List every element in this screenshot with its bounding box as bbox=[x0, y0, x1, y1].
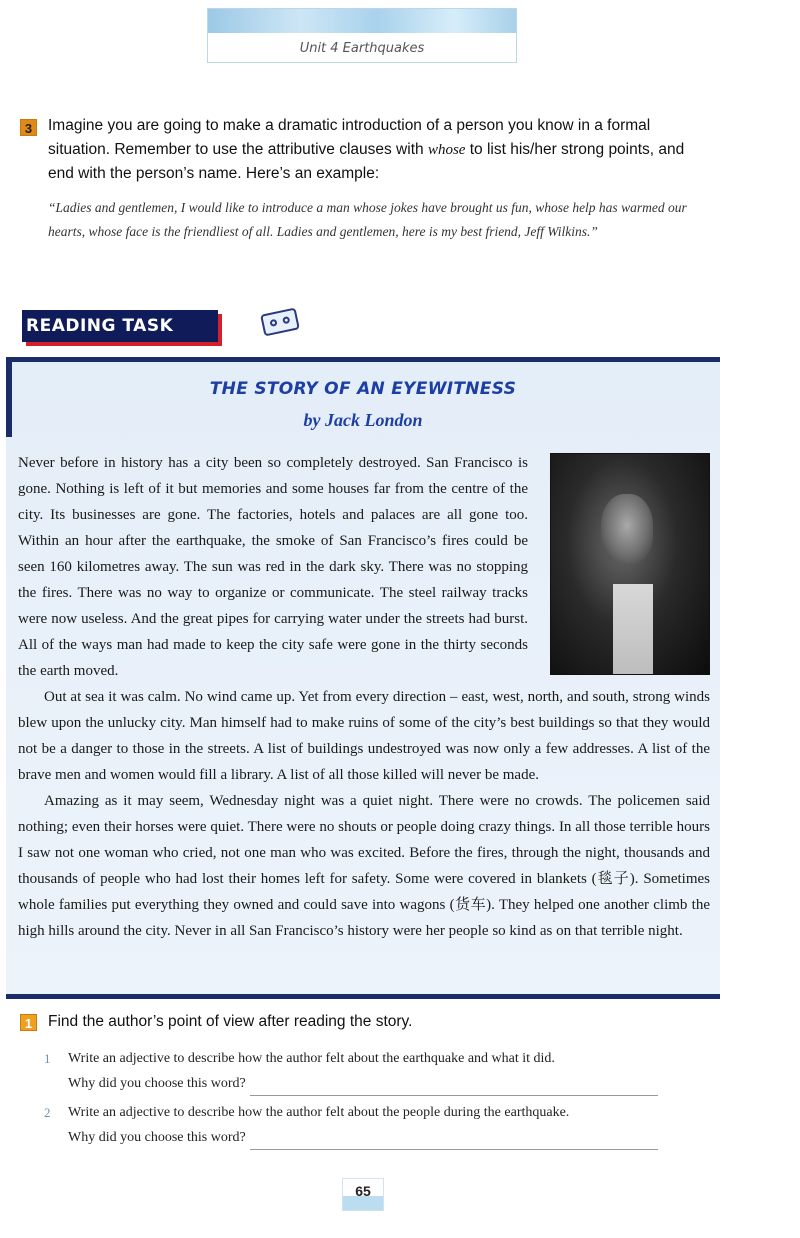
exercise-1-instruction: Find the author’s point of view after reading the story. bbox=[48, 1013, 413, 1030]
reading-task-label: READING TASK bbox=[26, 316, 174, 336]
story-panel bbox=[6, 357, 720, 999]
answer-line[interactable] bbox=[250, 1135, 658, 1150]
question-text: Write an adjective to describe how the author felt about the earthquake and what it did. bbox=[68, 1051, 555, 1066]
exercise-3 bbox=[20, 114, 710, 244]
exercise-number-badge: 3 bbox=[20, 119, 37, 136]
question-item bbox=[44, 1046, 714, 1096]
question-number: 1 bbox=[44, 1051, 51, 1066]
answer-line[interactable] bbox=[250, 1081, 658, 1096]
exercise-number-badge: 1 bbox=[20, 1014, 37, 1031]
author-photo bbox=[550, 453, 710, 675]
page-number: 65 bbox=[342, 1178, 384, 1211]
story-text bbox=[18, 450, 710, 944]
story-paragraph: Out at sea it was calm. No wind came up. Yet from every direction – east, west, north, and south, strong winds blew upon the unlucky city. Man himself had to make ruins of some of the city’s best buildings so that they would not be a danger to those in the streets. A list of buildings undestroyed was now only a few addresses. A list of the brave men and women would fill a library. A list of all those killed will never be made. bbox=[18, 689, 710, 783]
reading-task-banner bbox=[22, 307, 220, 345]
cassette-tape-icon bbox=[260, 307, 300, 336]
exercise-1 bbox=[20, 1013, 710, 1031]
question-number: 2 bbox=[44, 1105, 51, 1120]
question-followup: Why did you choose this word? bbox=[68, 1130, 246, 1145]
question-followup: Why did you choose this word? bbox=[68, 1076, 246, 1091]
exercise-3-example: “Ladies and gentlemen, I would like to introduce a man whose jokes have brought us fun, whose help has warmed our hearts, whose face is the friendliest of all. Ladies and gentlemen, here is my best friend, Jeff Wilkins.” bbox=[48, 200, 687, 239]
question-text: Write an adjective to describe how the author felt about the people during the earthquake. bbox=[68, 1105, 570, 1120]
question-item bbox=[44, 1100, 714, 1150]
question-list bbox=[44, 1046, 714, 1154]
exercise-3-instruction: Imagine you are going to make a dramatic introduction of a person you know in a formal situation. Remember to use the attributive clauses with whose to list his/her strong points, and end with the person’s name. Here’s an example: bbox=[48, 117, 685, 182]
unit-title: Unit 4 Earthquakes bbox=[299, 41, 425, 56]
keyword-whose: whose bbox=[427, 142, 466, 158]
story-paragraph: Never before in history has a city been so completely destroyed. San Francisco is gone. Nothing is left of it but memories and some houses far from the centre of the city. Its businesses are gone. The factories, hotels and palaces are all gone too. Within an hour after the earthquake, the smoke of San Francisco’s fires could be seen 160 kilometres away. The sun was red in the dark sky. There was no stopping the fires. There was no way to organize or communicate. The steel railway tracks were now useless. And the great pipes for carrying water under the streets had burst. All of the ways man had made to keep the city safe were gone in the thirty seconds the earth moved. bbox=[18, 455, 528, 679]
header-sky-banner bbox=[208, 9, 516, 33]
story-title: THE STORY OF AN EYEWITNESS bbox=[209, 379, 517, 399]
unit-header bbox=[207, 8, 517, 63]
story-author: by Jack London bbox=[303, 410, 423, 430]
story-paragraph: Amazing as it may seem, Wednesday night was a quiet night. There were no crowds. The policemen said nothing; even their horses were quiet. There were no shouts or people doing crazy things. In all those terrible hours I saw not one woman who cried, not one man who was excited. Before the fires, through the night, thousands and thousands of people who had lost their homes left for safety. Some were covered in blankets (毯子). Sometimes whole families put everything they owned and could save into wagons (货车). They helped one another climb the high hills around the city. Never in all San Francisco’s history were her people so kind as on that terrible night. bbox=[18, 793, 710, 939]
